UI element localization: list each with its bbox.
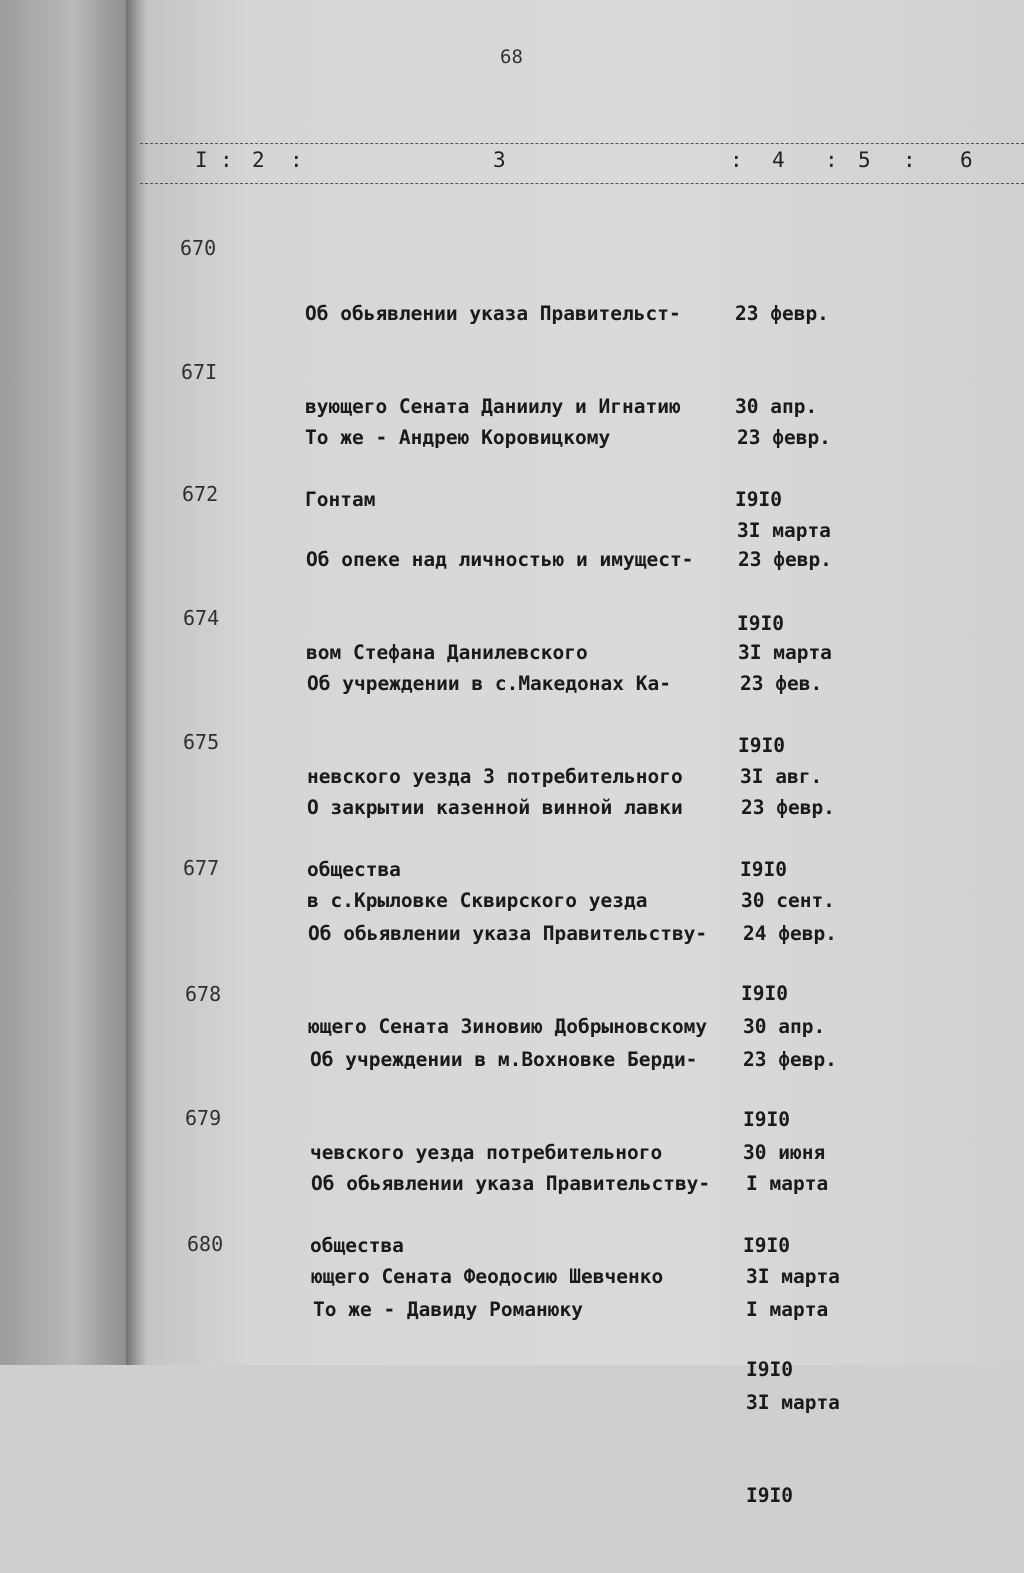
- entry-title-line: невского уезда 3 потребительного: [307, 765, 683, 788]
- entry-date-line: I9I0: [737, 612, 784, 635]
- entry-date-line: I марта: [746, 1172, 829, 1195]
- entry-title-line: Об обьявлении указа Правительству-: [311, 1172, 711, 1195]
- entry-date-line: 30 апр.: [743, 1015, 826, 1038]
- entry-number: 67I: [181, 360, 218, 384]
- entry-number: 670: [180, 236, 217, 260]
- column-header-6: 6: [960, 148, 973, 172]
- entry-title-line: Об учреждении в м.Вохновке Берди-: [310, 1048, 698, 1071]
- column-header-3: 3: [493, 148, 506, 172]
- column-header-4: 4: [772, 148, 785, 172]
- entry-number: 677: [183, 856, 220, 880]
- entry-dates: [746, 1232, 840, 1573]
- entry-title-line: То же - Давиду Романюку: [313, 1298, 584, 1321]
- entry-title-line: вующего Сената Даниилу и Игнатию: [305, 395, 681, 418]
- column-separator: :: [220, 148, 233, 172]
- entry-date-line: I9I0: [743, 1108, 790, 1131]
- column-header-1: I: [195, 148, 208, 172]
- entry-date-line: 30 апр.: [735, 395, 818, 418]
- entry-date-line: 24 февр.: [743, 922, 837, 945]
- entry-date-line: I9I0: [746, 1484, 793, 1507]
- entry-title-line: чевского уезда потребительного: [310, 1141, 663, 1164]
- entry-date-line: I9I0: [743, 1234, 790, 1257]
- column-separator: :: [825, 148, 838, 172]
- entry-date-line: 3I марта: [738, 641, 832, 664]
- entry-title-line: Об обьявлении указа Правительст-: [305, 302, 681, 325]
- entry-date-line: 23 фев.: [740, 672, 823, 695]
- entry-title-line: ющего Сената Феодосию Шевченко: [311, 1265, 664, 1288]
- entry-date-line: 3I марта: [746, 1265, 840, 1288]
- entry-date-line: 30 сент.: [741, 889, 835, 912]
- left-page-bleed-text: [2, 150, 14, 171]
- entry-number: 679: [185, 1106, 222, 1130]
- entry-title-line: Об обьявлении указа Правительству-: [308, 922, 708, 945]
- entry-date-line: 3I авг.: [740, 765, 823, 788]
- entry-title-line: Об опеке над личностью и имущест-: [306, 548, 694, 571]
- entry-title-line: Гонтам: [305, 488, 376, 511]
- entry-date-line: I9I0: [741, 982, 788, 1005]
- entry-date-line: 23 февр.: [743, 1048, 837, 1071]
- entry-title-line: Об учреждении в с.Македонах Ка-: [307, 672, 671, 695]
- entry-title-line: в с.Крыловке Сквирского уезда: [307, 889, 648, 912]
- entry-date-line: I9I0: [735, 488, 782, 511]
- entry-title: [313, 1232, 583, 1387]
- entry-date-line: 30 июня: [743, 1141, 826, 1164]
- header-rule-top: [140, 143, 1024, 144]
- column-separator: :: [903, 148, 916, 172]
- list-item: [0, 1232, 1024, 1507]
- entry-date-line: 3I марта: [746, 1391, 840, 1414]
- entry-date-line: I марта: [746, 1298, 829, 1321]
- entry-date-line: I9I0: [738, 734, 785, 757]
- entry-number: 675: [183, 730, 220, 754]
- entry-number: 678: [185, 982, 222, 1006]
- entry-title-line: общества: [310, 1234, 404, 1257]
- entry-date-line: I9I0: [746, 1358, 793, 1381]
- entry-number: 680: [187, 1232, 224, 1256]
- entry-title-line: ющего Сената Зиновию Добрыновскому: [308, 1015, 708, 1038]
- column-header-5: 5: [858, 148, 871, 172]
- entry-date-line: 23 февр.: [741, 796, 835, 819]
- entry-date-line: I9I0: [740, 858, 787, 881]
- page-number: 68: [500, 46, 523, 68]
- entry-date-line: 23 февр.: [737, 426, 831, 449]
- column-header-2: 2: [252, 148, 265, 172]
- entry-date-line: 23 февр.: [735, 302, 829, 325]
- entry-number: 672: [182, 482, 219, 506]
- entry-title-line: вом Стефана Данилевского: [306, 641, 588, 664]
- entry-title-line: О закрытии казенной винной лавки: [307, 796, 683, 819]
- entry-date-line: 23 февр.: [738, 548, 832, 571]
- entry-date-line: 3I марта: [737, 519, 831, 542]
- column-separator: :: [730, 148, 743, 172]
- entry-number: 674: [183, 606, 220, 630]
- header-rule-bottom: [140, 183, 1024, 184]
- entry-title-line: То же - Андрею Коровицкому: [305, 426, 611, 449]
- entry-title-line: общества: [307, 858, 401, 881]
- column-separator: :: [290, 148, 303, 172]
